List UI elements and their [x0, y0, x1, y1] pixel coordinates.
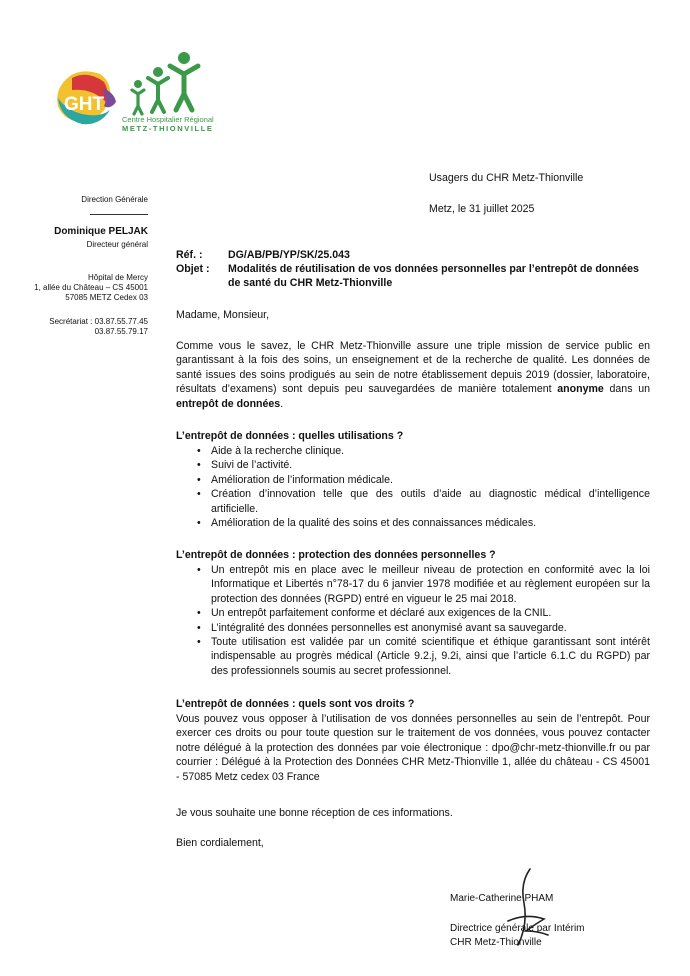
logo-line-2: METZ-THIONVILLE — [122, 124, 214, 133]
list-item: • Aide à la recherche clinique. — [193, 444, 650, 458]
sender-title: Directeur général — [86, 240, 148, 249]
ref-value: DG/AB/PB/YP/SK/25.043 — [228, 249, 350, 261]
ref-label: Réf. : — [176, 249, 203, 261]
letter-date: Metz, le 31 juillet 2025 — [429, 203, 535, 215]
ght-text: GHT — [64, 94, 105, 115]
list-item: • Suivi de l’activité. — [193, 458, 650, 472]
recipient: Usagers du CHR Metz-Thionville — [429, 172, 584, 184]
sender-address-1: Hôpital de Mercy — [87, 273, 148, 282]
intro-paragraph — [176, 339, 650, 411]
logo-line-1: Centre Hospitalier Régional — [122, 115, 214, 124]
section1-list — [193, 444, 650, 530]
list-item: • Amélioration de l’information médicale. — [193, 473, 650, 487]
sender-department: Direction Générale — [81, 195, 148, 204]
intro-bold-entrepot: entrepôt de données — [176, 397, 281, 410]
section1-title: L’entrepôt de données : quelles utilisations ? — [176, 430, 404, 442]
hospital-logo — [52, 48, 222, 138]
list-item: • L’intégralité des données personnelles est anonymisé avant sa sauvegarde. — [193, 621, 650, 635]
list-item: • Toute utilisation est validée par un comité scientifique et éthique garantissant sont intérêt indispensable au progrès médical (Article 9.2.j, 9.2i, ainsi que l’article 6.1.C du RGPD) par des professionnels soumis au secret professionnel. — [193, 635, 650, 678]
intro-text-1: Comme vous le savez, le CHR Metz-Thionville assure une triple mission de service public en garantissant à la fois des soins, un enseignement et de la recherche de qualité. Les données de santé issues des soins prodigués au sein de notre établissement depuis 2019 (dossier, laboratoire, résultats d’examens) sont depuis peu sauvegardées de manière totalement — [176, 340, 650, 396]
signature-block — [450, 865, 620, 955]
section2-list — [193, 563, 650, 678]
section3-body: Vous pouvez vous opposer à l’utilisation de vos données personnelles au sein de l’entrepôt. Pour exercer ces droits ou pour toute question sur le traitement de vos données, vous pouvez contacter notre délégué à la protection des données par voie électronique : dpo@chr-metz-thionville.fr ou par courrier : Délégué à la Protection des Données CHR Metz-Thionville 1, allée du château - CS 45001 - 57085 Metz cedex 03 France — [176, 713, 650, 783]
sender-phone-1: Secrétariat : 03.87.55.77.45 — [49, 317, 148, 326]
intro-text-2: dans un — [603, 383, 650, 396]
sender-address-2: 1, allée du Château – CS 45001 — [34, 283, 148, 292]
closing-line: Je vous souhaite une bonne réception de ces informations. — [176, 807, 453, 819]
list-item: • Amélioration de la qualité des soins et des connaissances médicales. — [193, 516, 650, 530]
closing-salutation: Bien cordialement, — [176, 837, 264, 849]
ref-objet-block — [176, 248, 648, 290]
objet-label: Objet : — [176, 263, 210, 275]
section2-title: L’entrepôt de données : protection des données personnelles ? — [176, 549, 496, 561]
sender-name: Dominique PELJAK — [54, 226, 148, 237]
signatory-org: CHR Metz-Thionville — [450, 937, 542, 948]
list-item: • Un entrepôt mis en place avec le meilleur niveau de protection en conformité avec la loi Informatique et Libertés n°78-17 du 6 janvier 1978 modifiée et au règlement européen sur la protection des données (RGPD) entré en vigueur le 25 mai 2018. — [193, 563, 650, 606]
sender-address-3: 57085 METZ Cedex 03 — [65, 293, 148, 302]
list-item: • Création d’innovation telle que des outils d’aide au diagnostic médical d’intelligence artificielle. — [193, 487, 650, 516]
signatory-name: Marie-Catherine PHAM — [450, 893, 554, 904]
intro-bold-anonyme: anonyme — [557, 383, 604, 396]
section3-title: L’entrepôt de données : quels sont vos droits ? — [176, 698, 415, 710]
left-divider — [90, 214, 148, 215]
greeting: Madame, Monsieur, — [176, 309, 270, 321]
sender-phone-2: 03.87.55.79.17 — [94, 327, 148, 336]
signatory-role: Directrice générale par Intérim — [450, 923, 585, 934]
intro-text-3: . — [280, 397, 284, 410]
list-item: • Un entrepôt parfaitement conforme et déclaré aux exigences de la CNIL. — [193, 606, 650, 620]
objet-value: Modalités de réutilisation de vos données personnelles par l’entrepôt de données de santé du CHR Metz-Thionville — [228, 263, 639, 289]
